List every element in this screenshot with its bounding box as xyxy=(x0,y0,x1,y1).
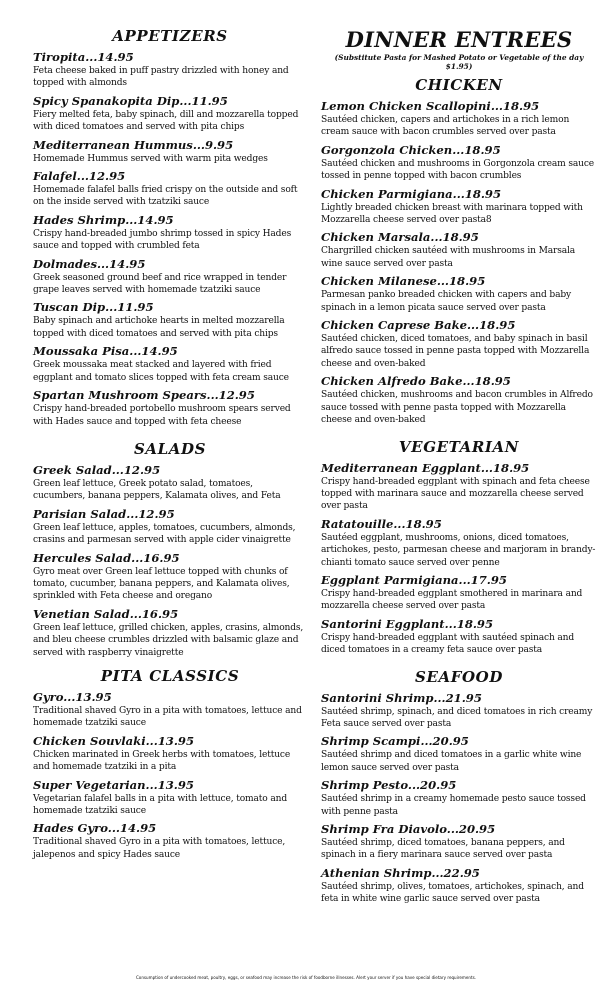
menu-item-name: Moussaka Pisa...14.95 xyxy=(33,344,178,359)
menu-item xyxy=(33,507,307,547)
menu-item xyxy=(321,99,597,139)
menu-item-description: Crispy hand-breaded eggplant with sautéed spinach and diced tomatoes in a creamy feta sauce over pasta xyxy=(321,632,575,656)
menu-item-name: Shrimp Scampi...20.95 xyxy=(321,734,469,749)
pita-classics-heading: PITA CLASSICS xyxy=(100,666,240,685)
menu-item xyxy=(33,50,307,90)
menu-item xyxy=(321,734,597,774)
appetizers-list xyxy=(33,50,307,428)
menu-item-description: Sautéed shrimp, diced tomatoes, banana peppers, and spinach in a fiery marinara sauce served over pasta xyxy=(321,838,565,861)
menu-item-name: Santorini Eggplant...18.95 xyxy=(321,616,494,631)
menu-item-description: Crispy hand-breaded eggplant with spinach and feta cheese topped with marinara sauce and mozzarella cheese served over pasta xyxy=(321,476,590,512)
menu-item-description: Traditional shaved Gyro in a pita with tomatoes, lettuce, jalepenos and spicy Hades sauce xyxy=(33,837,286,860)
menu-item xyxy=(321,143,597,183)
menu-item xyxy=(33,94,307,134)
menu-item-description: Fiery melted feta, baby spinach, dill and mozzarella topped with diced tomatoes and served with pita chips xyxy=(33,109,299,133)
vegetarian-list xyxy=(321,461,597,657)
menu-item-description: Crispy hand-breaded eggplant smothered in marinara and mozzarella cheese served over pasta xyxy=(321,588,583,612)
menu-item xyxy=(33,344,307,384)
menu-item-description: Sautéed chicken, diced tomatoes, and baby spinach in basil alfredo sauce tossed in penne pasta topped with Mozzarella cheese and oven-baked xyxy=(321,334,590,369)
vegetarian-heading: VEGETARIAN xyxy=(398,437,520,456)
menu-item-name: Gyro...13.95 xyxy=(33,689,112,704)
menu-item-name: Shrimp Fra Diavolo...20.95 xyxy=(321,822,496,836)
menu-item-name: Chicken Marsala...18.95 xyxy=(321,230,479,245)
seafood-heading: SEAFOOD xyxy=(415,667,503,686)
menu-item xyxy=(33,778,307,818)
menu-item-name: Athenian Shrimp...22.95 xyxy=(321,865,480,880)
menu-item-name: Eggplant Parmigiana...17.95 xyxy=(321,572,507,587)
menu-item-description: Parmesan panko breaded chicken with capers and baby spinach in a lemon picata sauce served over pasta xyxy=(321,290,572,313)
menu-item-description: Greek seasoned ground beef and rice wrapped in tender grape leaves served with homemade tzatziki sauce xyxy=(33,272,287,296)
menu-item-description: Greek moussaka meat stacked and layered with fried eggplant and tomato slices topped with feta cream sauce xyxy=(33,360,289,383)
menu-item-name: Chicken Parmigiana...18.95 xyxy=(321,186,502,201)
menu-item-name: Chicken Caprese Bake...18.95 xyxy=(321,318,516,333)
menu-item-name: Parisian Salad...12.95 xyxy=(33,506,175,521)
menu-item xyxy=(321,617,597,657)
menu-item-description: Crispy hand-breaded portobello mushroom spears served with Hades sauce and topped with feta cheese xyxy=(33,404,291,427)
menu-item xyxy=(33,463,307,503)
menu-item-description: Sautéed chicken, capers and artichokes in a rich lemon cream sauce with bacon crumbles served over pasta xyxy=(321,115,570,138)
menu-item-name: Venetian Salad...16.95 xyxy=(33,606,179,621)
salads-heading: SALADS xyxy=(133,439,207,458)
chicken-heading: CHICKEN xyxy=(415,76,503,94)
menu-item xyxy=(321,230,597,270)
menu-item-name: Mediterranean Hummus...9.95 xyxy=(33,137,234,152)
menu-item-description: Homemade Hummus served with warm pita wedges xyxy=(33,153,268,164)
menu-item xyxy=(321,461,597,513)
menu-item xyxy=(321,691,597,731)
menu-item-name: Hades Shrimp...14.95 xyxy=(33,212,174,227)
menu-item-description: Green leaf lettuce, grilled chicken, apples, crasins, almonds, and bleu cheese crumbles drizzled with balsamic glaze and served with raspberry vinaigrette xyxy=(33,622,304,658)
menu-item xyxy=(321,517,597,569)
menu-item-description: Vegetarian falafel balls in a pita with lettuce, tomato and homemade tzatziki sauce xyxy=(33,793,288,816)
left-column xyxy=(33,0,307,861)
menu-item-name: Lemon Chicken Scallopini...18.95 xyxy=(321,99,540,113)
menu-item xyxy=(321,822,597,862)
menu-item-description: Traditional shaved Gyro in a pita with tomatoes, lettuce and homemade tzatziki sauce xyxy=(33,705,302,729)
menu-item xyxy=(33,257,307,297)
menu-item xyxy=(33,213,307,253)
menu-item xyxy=(33,734,307,774)
menu-item-name: Tuscan Dip...11.95 xyxy=(33,300,154,315)
menu-item-name: Shrimp Pesto...20.95 xyxy=(321,778,457,793)
menu-item xyxy=(33,300,307,340)
menu-item-name: Dolmades...14.95 xyxy=(33,256,146,271)
menu-item-name: Hades Gyro...14.95 xyxy=(33,821,157,836)
menu-item-name: Chicken Alfredo Bake...18.95 xyxy=(321,374,511,389)
menu-item-description: Homemade falafel balls fried crispy on the outside and soft on the inside served with tzatziki sauce xyxy=(33,185,298,208)
chicken-list xyxy=(321,99,597,427)
menu-item-description: Green leaf lettuce, Greek potato salad, tomatoes, cucumbers, banana peppers, Kalamata olives, and Feta xyxy=(33,478,281,502)
menu-item-description: Crispy hand-breaded jumbo shrimp tossed in spicy Hades sauce and topped with crumbled feta xyxy=(33,228,292,252)
seafood-list xyxy=(321,691,597,906)
menu-item-description: Chicken marinated in Greek herbs with tomatoes, lettuce and homemade tzatziki in a pita xyxy=(33,749,291,773)
menu-item-description: Sautéed shrimp, spinach, and diced tomatoes in rich creamy Feta sauce served over pasta xyxy=(321,706,593,729)
dinner-entrees-heading: DINNER ENTREES xyxy=(345,27,573,52)
menu-item-name: Gorgonzola Chicken...18.95 xyxy=(321,142,501,157)
menu-item-description: Sautéed shrimp and diced tomatoes in a garlic white wine lemon sauce served over pasta xyxy=(321,750,582,773)
menu-item-description: Green leaf lettuce, apples, tomatoes, cucumbers, almonds, crasins and parmesan served with apple cider vinaigrette xyxy=(33,522,296,546)
menu-item-description: Sautéed shrimp, olives, tomatoes, artichokes, spinach, and feta in white wine garlic sauce served over pasta xyxy=(321,881,584,905)
right-column xyxy=(321,0,597,906)
menu-item xyxy=(33,388,307,428)
menu-item-name: Chicken Milanese...18.95 xyxy=(321,274,486,289)
menu-item xyxy=(321,374,597,426)
menu-item-name: Spicy Spanakopita Dip...11.95 xyxy=(33,93,228,108)
menu-item-description: Sautéed shrimp in a creamy homemade pesto sauce tossed with penne pasta xyxy=(321,794,586,817)
menu-item-name: Super Vegetarian...13.95 xyxy=(33,777,194,792)
menu-item xyxy=(321,573,597,613)
footer-disclaimer: Consumption of undercooked meat, poultry, eggs, or seafood may increase the risk of foodborne illnesses. Alert your server if you have special dietary requirements. xyxy=(135,975,477,980)
menu-item xyxy=(33,169,307,209)
menu-item-description: Gyro meat over Green leaf lettuce topped with chunks of tomato, cucumber, banana peppers, and Kalamata olives, sprinkled with Feta cheese and oregano xyxy=(33,566,290,602)
menu-item-name: Ratatouille...18.95 xyxy=(321,516,442,531)
menu-item xyxy=(33,821,307,861)
menu-item-name: Mediterranean Eggplant...18.95 xyxy=(321,460,530,475)
menu-item-name: Hercules Salad...16.95 xyxy=(33,550,180,565)
menu-item-name: Tiropita...14.95 xyxy=(33,50,134,64)
menu-item xyxy=(321,318,597,370)
salads-list xyxy=(33,463,307,659)
menu-item-name: Greek Salad...12.95 xyxy=(33,462,161,477)
menu-item-description: Sautéed eggplant, mushrooms, onions, diced tomatoes, artichokes, pesto, parmesan cheese and marjoram in brandy-chianti tomato sauce served over penne xyxy=(321,532,596,568)
appetizers-heading: APPETIZERS xyxy=(112,27,228,45)
pita-list xyxy=(33,690,307,861)
menu-item-description: Chargrilled chicken sautéed with mushrooms in Marsala wine sauce served over pasta xyxy=(321,246,576,269)
menu-item xyxy=(321,866,597,906)
menu-item xyxy=(33,607,307,659)
menu-item-description: Sautéed chicken and mushrooms in Gorgonzola cream sauce tossed in penne topped with bacon crumbles xyxy=(321,158,595,182)
menu-item xyxy=(321,187,597,227)
menu-item xyxy=(321,274,597,314)
menu-item xyxy=(33,551,307,603)
menu-item-description: Lightly breaded chicken breast with marinara topped with Mozzarella cheese served over pasta8 xyxy=(321,202,583,226)
menu-item-description: Baby spinach and artichoke hearts in melted mozzarella topped with diced tomatoes and served with pita chips xyxy=(33,316,285,339)
menu-item-name: Chicken Souvlaki...13.95 xyxy=(33,733,195,748)
menu-item-name: Spartan Mushroom Spears...12.95 xyxy=(33,388,255,403)
menu-item-name: Falafel...12.95 xyxy=(33,169,126,184)
menu-item-description: Feta cheese baked in puff pastry drizzled with honey and topped with almonds xyxy=(33,66,289,89)
menu-item-description: Sautéed chicken, mushrooms and bacon crumbles in Alfredo sauce tossed with penne pasta topped with Mozzarella cheese and oven-baked xyxy=(321,390,593,426)
menu-item xyxy=(33,690,307,730)
menu-item xyxy=(33,138,307,165)
menu-item-name: Santorini Shrimp...21.95 xyxy=(321,690,482,705)
menu-item xyxy=(321,778,597,818)
entrees-subtitle: (Substitute Pasta for Mashed Potato or Vegetable of the day $1.95) xyxy=(334,53,584,71)
